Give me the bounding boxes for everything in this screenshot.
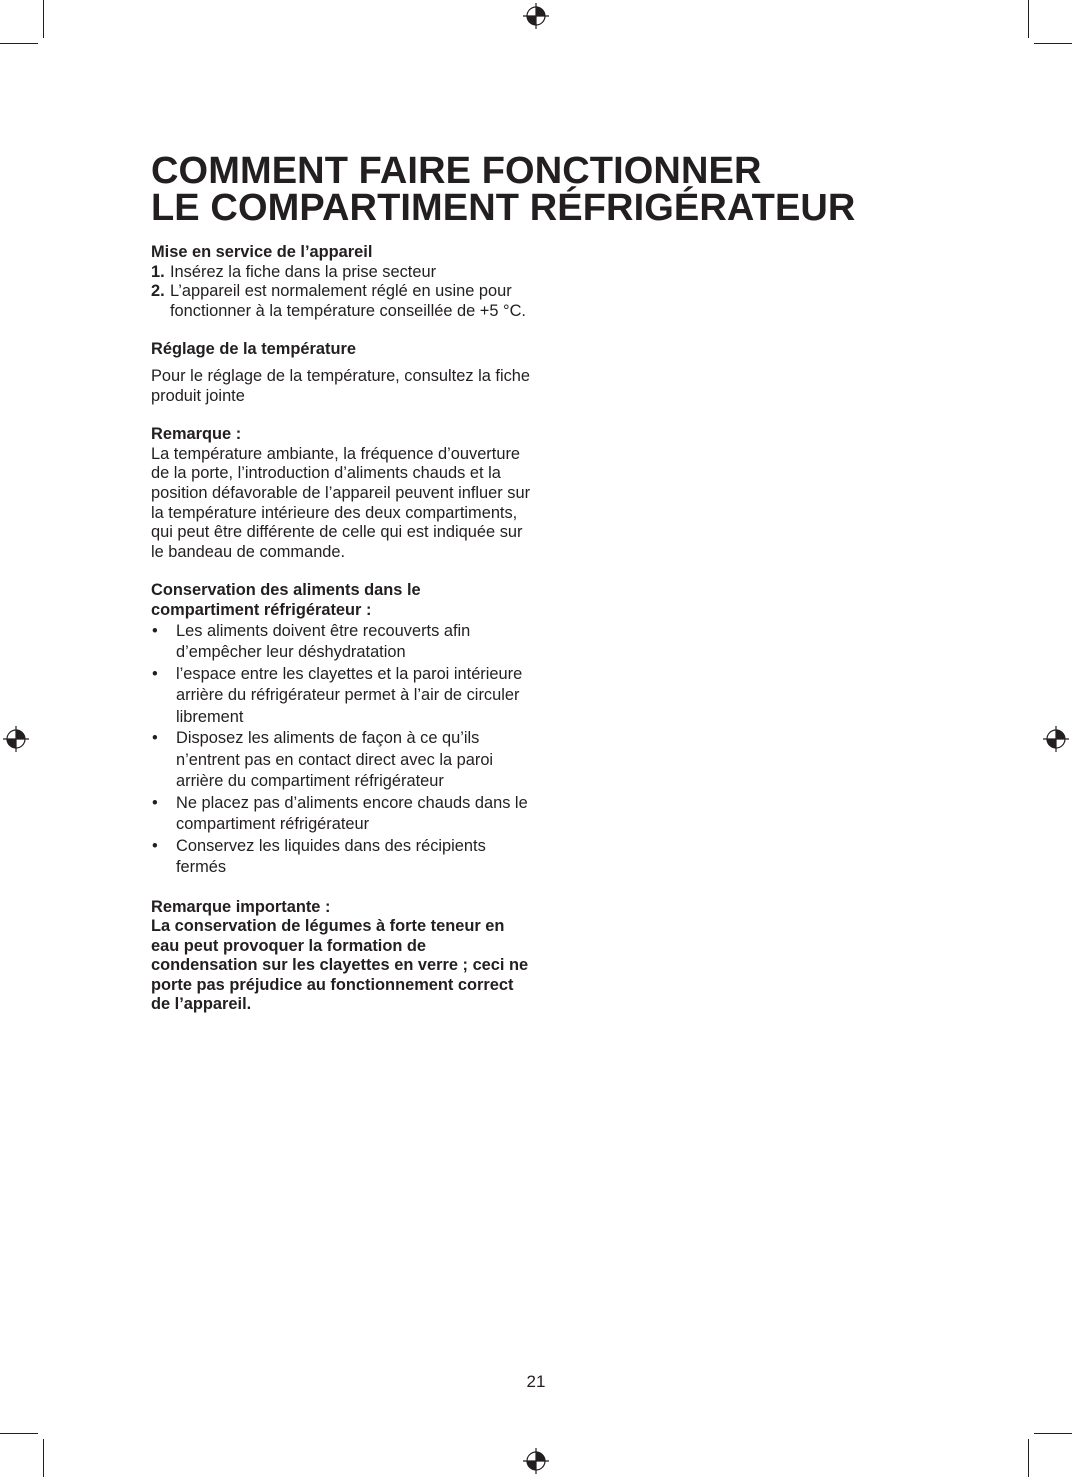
page-number: 21	[526, 1372, 546, 1391]
list-item-text: l’espace entre les clayettes et la paroi intérieure arrière du réfrigérateur permet à l’air de circuler librement	[176, 664, 523, 726]
section-text: La conservation de légumes à forte teneur en eau peut provoquer la formation de condensation sur les clayettes en verre ; ceci ne porte pas préjudice au fonctionnement correct de l’appareil.	[151, 917, 529, 1014]
list-item	[151, 664, 531, 729]
crop-mark	[1034, 43, 1072, 44]
bullet-icon: •	[152, 729, 158, 747]
section-remarque	[151, 425, 531, 562]
list-item-text: Insérez la fiche dans la prise secteur	[170, 262, 437, 281]
list-item-text: Conservez les liquides dans des récipients fermés	[176, 836, 486, 876]
list-item-text: Les aliments doivent être recouverts afin d’empêcher leur déshydratation	[176, 621, 471, 661]
crop-mark	[1028, 1439, 1029, 1477]
registration-mark-icon	[3, 726, 29, 752]
section-text: La température ambiante, la fréquence d’ouverture de la porte, l’introduction d’aliments chauds et la position défavorable de l’appareil peuvent influer sur la température intérieure des deux compartiments, qui peut être différente de celle qui est indiquée sur le bandeau de commande.	[151, 444, 531, 561]
list-item-text: Disposez les aliments de façon à ce qu’ils n’entrent pas en contact direct avec la paroi arrière du compartiment réfrigérateur	[176, 729, 494, 790]
list-item	[151, 728, 531, 793]
section-heading: Mise en service de l’appareil	[151, 243, 373, 261]
page-title-line1: COMMENT FAIRE FONCTIONNER	[151, 150, 762, 192]
numbered-list	[151, 263, 531, 322]
crop-mark	[43, 0, 44, 38]
bullet-icon: •	[152, 664, 158, 683]
registration-mark-icon	[1043, 726, 1069, 752]
main-text-column	[151, 243, 531, 1015]
page-title-line2: LE COMPARTIMENT RÉFRIGÉRATEUR	[151, 187, 856, 229]
crop-mark	[1028, 0, 1029, 38]
section-heading: Remarque :	[151, 425, 242, 444]
list-item	[151, 621, 531, 664]
list-item-text: Ne placez pas d’aliments encore chauds dans le compartiment réfrigérateur	[176, 793, 528, 833]
bullet-icon: •	[152, 836, 158, 855]
list-item-text: L’appareil est normalement réglé en usine pour fonctionner à la température conseillée de +5 °C.	[170, 282, 526, 320]
crop-mark	[43, 1439, 44, 1477]
registration-mark-icon	[523, 1448, 549, 1474]
section-reglage	[151, 340, 531, 406]
bullet-list	[151, 621, 531, 879]
section-heading: Réglage de la température	[151, 340, 356, 359]
section-text: Pour le réglage de la température, consultez la fiche produit jointe	[151, 366, 531, 405]
list-item	[151, 282, 531, 321]
bullet-icon: •	[152, 621, 158, 640]
crop-mark	[0, 43, 38, 44]
list-item	[151, 263, 531, 283]
section-remarque-importante	[151, 898, 531, 1016]
list-item	[151, 836, 531, 879]
list-item	[151, 793, 531, 836]
list-number: 1.	[151, 262, 165, 281]
section-heading: Conservation des aliments dans le compartiment réfrigérateur :	[151, 581, 421, 619]
registration-mark-icon	[523, 3, 549, 29]
section-heading: Remarque importante :	[151, 897, 331, 916]
crop-mark	[1034, 1433, 1072, 1434]
page-title	[151, 150, 856, 229]
list-number: 2.	[151, 282, 165, 301]
crop-mark	[0, 1433, 38, 1434]
bullet-icon: •	[152, 793, 158, 812]
section-mise-en-service	[151, 243, 531, 321]
section-conservation	[151, 581, 531, 878]
